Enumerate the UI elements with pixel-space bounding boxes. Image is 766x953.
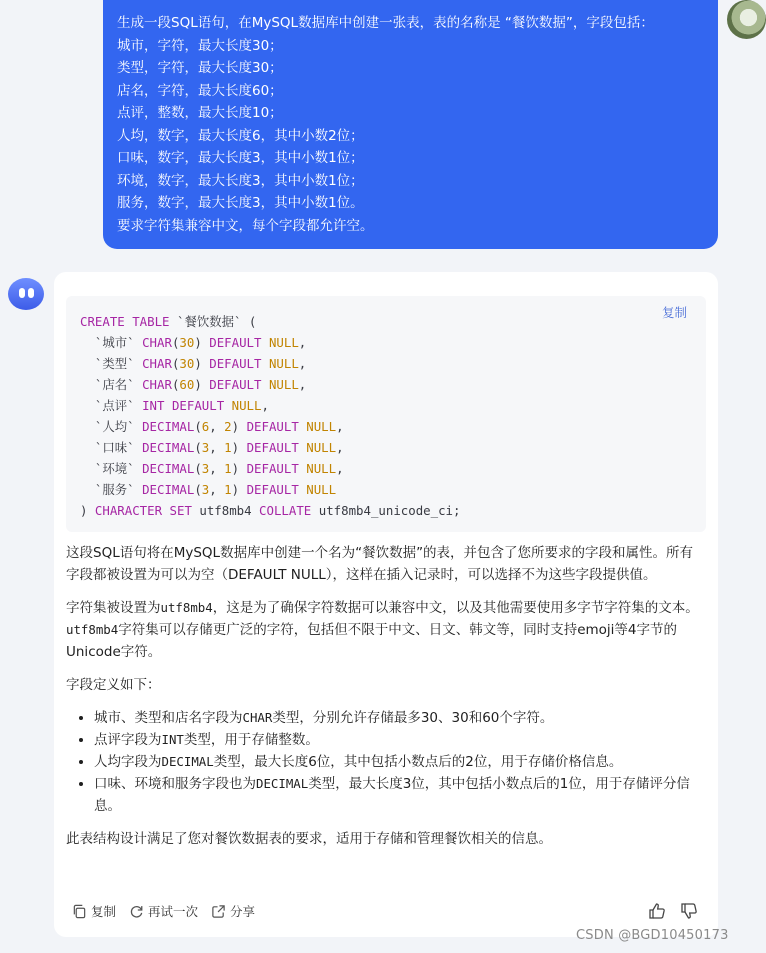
code-punct: , (336, 461, 344, 476)
user-avatar (727, 0, 766, 39)
text-span: 类型，最大长度3位，其中包括小数点后的1位，用于存储评分信息。 (94, 776, 690, 814)
code-number: 1 (224, 440, 232, 455)
thumbs-down-button[interactable] (680, 902, 698, 920)
bot-response-card (54, 272, 718, 937)
list-item (94, 707, 706, 729)
code-type: CHAR (142, 356, 172, 371)
share-button[interactable] (211, 902, 255, 920)
code-punct: , (261, 398, 269, 413)
code-punct: ) (231, 419, 240, 434)
code-number: 1 (224, 482, 232, 497)
code-punct: , (209, 440, 225, 455)
code-line (80, 503, 460, 518)
code-line (80, 482, 336, 497)
user-message-line: 服务，数字，最大长度3，其中小数1位。 (117, 195, 364, 211)
code-punct: ( (194, 482, 202, 497)
code-keyword: DEFAULT (201, 356, 269, 371)
response-actions (72, 902, 700, 922)
code-literal: NULL (231, 398, 262, 413)
user-message-line: 人均，数字，最大长度6，其中小数2位； (117, 127, 364, 144)
code-column-name: `服务` (80, 482, 143, 497)
thumbs-up-icon (648, 902, 666, 920)
code-punct: ) (231, 440, 240, 455)
answer-paragraph: 这段SQL语句将在MySQL数据库中创建一个名为“餐饮数据”的表，并包含了您所要求的字段和属性。所有字段都被设置为可以为空（DEFAULT NULL），这样在插入记录时，可以选择不为这些字段提供值。 (66, 545, 694, 583)
sql-code (80, 311, 460, 521)
code-literal: NULL (306, 482, 337, 497)
code-punct: ) (231, 461, 240, 476)
code-keyword: DEFAULT (201, 335, 269, 350)
user-message-line: 店名，字符，最大长度60； (117, 82, 283, 99)
code-punct: , (209, 461, 225, 476)
code-number: 60 (179, 377, 195, 392)
code-column-name: `口味` (80, 440, 143, 455)
copy-answer-label: 复制 (91, 904, 117, 919)
code-punct: , (298, 377, 307, 392)
answer-paragraph: 此表结构设计满足了您对餐饮数据表的要求，适用于存储和管理餐饮相关的信息。 (66, 831, 552, 847)
code-type: INT (142, 398, 165, 413)
code-line (80, 356, 306, 371)
code-line (80, 461, 344, 476)
code-punct: , (298, 356, 307, 371)
code-keyword: DEFAULT (239, 482, 307, 497)
text-span: ，这是为了确保字符数据可以兼容中文，以及其他需要使用多字节字符集的文本。 (212, 600, 699, 616)
code-line (80, 335, 306, 350)
code-keyword: DEFAULT (239, 440, 307, 455)
code-keyword: DEFAULT (239, 461, 307, 476)
share-icon (211, 904, 226, 919)
code-keyword: DEFAULT (239, 419, 307, 434)
code-number: 3 (201, 482, 210, 497)
code-type: DECIMAL (142, 419, 195, 434)
code-number: 3 (201, 440, 210, 455)
sql-code-block (66, 296, 706, 532)
code-type: CHAR (142, 335, 172, 350)
text-span: 类型，分别允许存储最多30、30和60个字符。 (272, 710, 554, 726)
user-message-line: 生成一段SQL语句，在MySQL数据库中创建一张表，表的名称是 “餐饮数据”，字段包括： (117, 15, 654, 31)
code-type: CHAR (142, 377, 172, 392)
answer-paragraph: 字段定义如下： (66, 677, 161, 693)
code-punct: ( (194, 440, 202, 455)
inline-code: utf8mb4 (66, 622, 119, 637)
code-punct: ) (80, 503, 95, 518)
answer-text (66, 542, 706, 861)
code-number: 3 (201, 461, 210, 476)
copy-code-button[interactable]: 复制 (661, 305, 687, 320)
user-message-bubble (103, 0, 718, 249)
code-line (80, 314, 256, 329)
text-span: 人均字段为 (94, 754, 162, 770)
code-literal: NULL (268, 356, 299, 371)
user-message-line: 点评，整数，最大长度10； (117, 105, 283, 121)
code-keyword: CHARACTER SET (94, 503, 200, 518)
watermark: CSDN @BGD10450173 (576, 928, 729, 943)
code-line (80, 419, 344, 434)
code-punct: , (209, 419, 225, 434)
field-definition-list (66, 707, 706, 817)
code-punct: ( (194, 461, 202, 476)
code-literal: NULL (306, 419, 337, 434)
code-keyword: DEFAULT (164, 398, 232, 413)
code-column-name: `店名` (80, 377, 143, 392)
inline-code: INT (161, 732, 184, 747)
inline-code: CHAR (242, 710, 273, 725)
code-punct: ) (194, 377, 202, 392)
code-number: 6 (201, 419, 210, 434)
text-span: 字符集被设置为 (66, 600, 161, 616)
code-type: DECIMAL (142, 440, 195, 455)
user-message-line: 环境，数字，最大长度3，其中小数1位； (117, 172, 364, 189)
code-column-name: `人均` (80, 419, 143, 434)
retry-button[interactable] (129, 902, 198, 920)
bot-avatar-eye (19, 288, 25, 298)
list-item (94, 773, 706, 817)
code-literal: NULL (268, 377, 299, 392)
code-literal: NULL (306, 461, 337, 476)
code-punct: , (298, 335, 307, 350)
answer-paragraph (66, 597, 706, 663)
retry-label: 再试一次 (148, 904, 199, 919)
code-number: 1 (224, 461, 232, 476)
user-message-line: 类型，字符，最大长度30； (117, 60, 283, 76)
code-punct: ) (231, 482, 240, 497)
code-punct: ( (171, 356, 180, 371)
code-number: 30 (179, 356, 195, 371)
text-span: 城市、类型和店名字段为 (94, 710, 243, 726)
code-keyword: DEFAULT (201, 377, 269, 392)
code-line (80, 398, 269, 413)
inline-code: DECIMAL (256, 776, 309, 791)
bot-avatar-eye (28, 288, 34, 298)
code-column-name: `城市` (80, 335, 143, 350)
user-message-line: 口味，数字，最大长度3，其中小数1位； (117, 150, 364, 166)
thumbs-up-button[interactable] (648, 902, 666, 920)
code-literal: NULL (268, 335, 299, 350)
code-punct: , (336, 440, 344, 455)
text-span: 类型，用于存储整数。 (183, 732, 319, 748)
code-charset: utf8mb4 (199, 503, 260, 518)
bot-avatar (8, 278, 44, 310)
inline-code: utf8mb4 (160, 600, 213, 615)
code-punct: , (209, 482, 225, 497)
code-type: DECIMAL (142, 482, 195, 497)
code-column-name: `环境` (80, 461, 143, 476)
share-label: 分享 (230, 904, 256, 919)
inline-code: DECIMAL (161, 754, 214, 769)
code-punct: ( (171, 335, 180, 350)
code-column-name: `类型` (80, 356, 143, 371)
code-type: DECIMAL (142, 461, 195, 476)
list-item (94, 729, 706, 751)
code-keyword: CREATE TABLE (80, 314, 177, 329)
code-line (80, 377, 306, 392)
code-number: 30 (179, 335, 195, 350)
copy-icon (72, 904, 87, 919)
code-punct: ( (171, 377, 180, 392)
code-column-name: `点评` (80, 398, 143, 413)
thumbs-down-icon (680, 902, 698, 920)
text-span: 口味、环境和服务字段也为 (94, 776, 256, 792)
refresh-icon (129, 904, 144, 919)
code-number: 2 (224, 419, 232, 434)
copy-answer-button[interactable] (72, 902, 116, 920)
code-punct: ) (194, 335, 202, 350)
code-punct: , (336, 419, 344, 434)
code-line (80, 440, 344, 455)
code-literal: NULL (306, 440, 337, 455)
code-table-name: `餐饮数据` ( (176, 314, 257, 329)
code-keyword: COLLATE (259, 503, 319, 518)
list-item (94, 751, 706, 773)
code-punct: ) (194, 356, 202, 371)
text-span: 字符集可以存储更广泛的字符，包括但不限于中文、日文、韩文等，同时支持emoji等4字节的Unicode字符。 (66, 622, 678, 660)
code-collate: utf8mb4_unicode_ci; (318, 503, 461, 518)
text-span: 类型，最大长度6位，其中包括小数点后的2位，用于存储价格信息。 (213, 754, 623, 770)
code-punct: ( (194, 419, 202, 434)
user-message-line: 要求字符集兼容中文，每个字段都允许空。 (117, 217, 374, 234)
user-message-line: 城市，字符，最大长度30； (117, 37, 283, 54)
text-span: 点评字段为 (94, 732, 162, 748)
